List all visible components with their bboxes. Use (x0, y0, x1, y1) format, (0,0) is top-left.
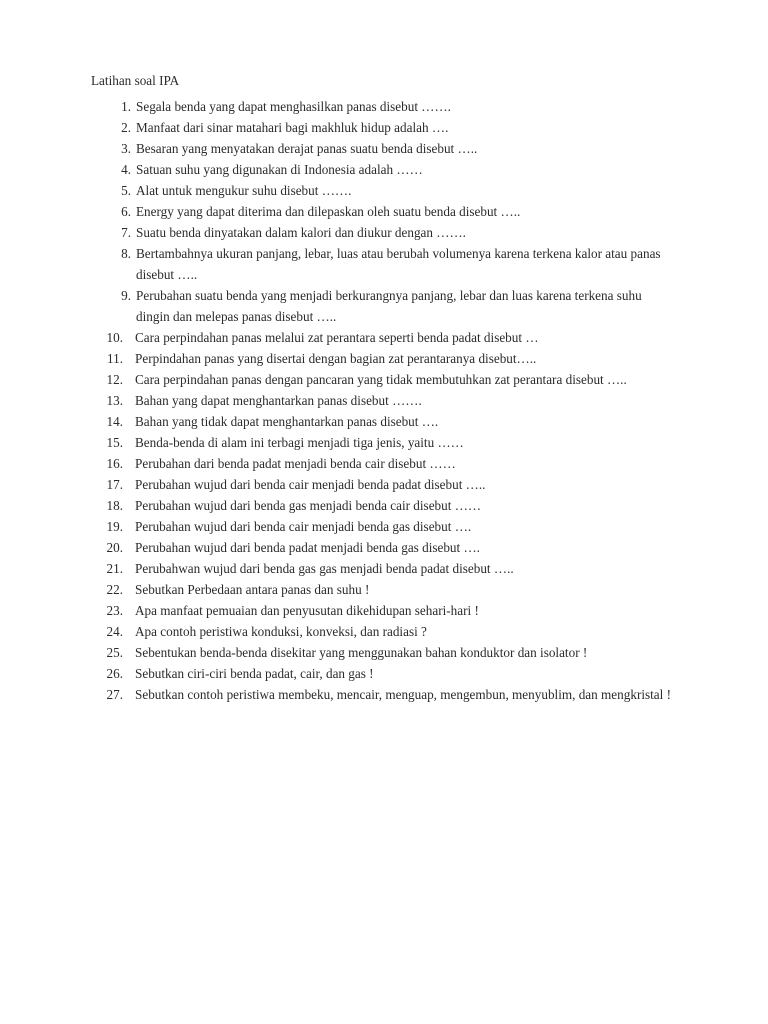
question-item (0, 159, 768, 180)
question-text: Bertambahnya ukuran panjang, lebar, luas atau berubah volumenya karena terkena kalor atau panas disebut ….. (136, 246, 661, 282)
question-item (0, 474, 768, 495)
question-item (0, 516, 768, 537)
question-text: Apa manfaat pemuaian dan penyusutan dikehidupan sehari-hari ! (135, 603, 479, 618)
question-item (0, 201, 768, 222)
question-number: 10. (106, 330, 123, 345)
question-item (0, 558, 768, 579)
question-text: Sebutkan Perbedaan antara panas dan suhu ! (135, 582, 370, 597)
question-item (0, 642, 768, 663)
question-text: Manfaat dari sinar matahari bagi makhluk hidup adalah …. (136, 120, 449, 135)
question-number: 2. (121, 120, 131, 135)
question-text: Suatu benda dinyatakan dalam kalori dan diukur dengan ……. (136, 225, 466, 240)
question-text: Sebutkan contoh peristiwa membeku, mencair, menguap, mengembun, menyublim, dan mengkristal ! (135, 687, 671, 702)
question-item (0, 432, 768, 453)
question-text: Sebentukan benda-benda disekitar yang menggunakan bahan konduktor dan isolator ! (135, 645, 588, 660)
question-item (0, 222, 768, 243)
question-number: 22. (106, 582, 123, 597)
question-number: 18. (106, 498, 123, 513)
question-list (0, 96, 768, 705)
question-item (0, 663, 768, 684)
question-text: Apa contoh peristiwa konduksi, konveksi, dan radiasi ? (135, 624, 427, 639)
question-number: 24. (106, 624, 123, 639)
question-number: 6. (121, 204, 131, 219)
question-item (0, 180, 768, 201)
question-item (0, 243, 768, 285)
question-number: 25. (106, 645, 123, 660)
question-text: Satuan suhu yang digunakan di Indonesia adalah …… (136, 162, 423, 177)
question-item (0, 579, 768, 600)
question-item (0, 138, 768, 159)
question-text: Perubahan wujud dari benda padat menjadi benda gas disebut …. (135, 540, 480, 555)
question-text: Alat untuk mengukur suhu disebut ……. (136, 183, 352, 198)
question-item (0, 537, 768, 558)
question-item (0, 495, 768, 516)
question-item (0, 285, 768, 327)
question-number: 14. (106, 414, 123, 429)
question-number: 12. (106, 372, 123, 387)
question-number: 15. (106, 435, 123, 450)
question-item (0, 327, 768, 348)
question-item (0, 390, 768, 411)
question-item (0, 369, 768, 390)
question-number: 1. (121, 99, 131, 114)
question-number: 21. (106, 561, 123, 576)
question-item (0, 96, 768, 117)
question-number: 27. (106, 687, 123, 702)
question-number: 20. (106, 540, 123, 555)
question-text: Energy yang dapat diterima dan dilepaskan oleh suatu benda disebut ….. (136, 204, 521, 219)
question-item (0, 684, 768, 705)
question-text: Perubahan suatu benda yang menjadi berkurangnya panjang, lebar dan luas karena terkena suhu dingin dan melepas panas disebut ….. (136, 288, 642, 324)
question-number: 19. (106, 519, 123, 534)
question-number: 17. (106, 477, 123, 492)
question-text: Segala benda yang dapat menghasilkan panas disebut ……. (136, 99, 451, 114)
question-number: 9. (121, 288, 131, 303)
question-item (0, 411, 768, 432)
question-number: 26. (106, 666, 123, 681)
question-text: Perubahan wujud dari benda cair menjadi benda gas disebut …. (135, 519, 472, 534)
question-number: 4. (121, 162, 131, 177)
question-text: Perubahwan wujud dari benda gas gas menjadi benda padat disebut ….. (135, 561, 514, 576)
question-number: 5. (121, 183, 131, 198)
question-text: Benda-benda di alam ini terbagi menjadi tiga jenis, yaitu …… (135, 435, 464, 450)
question-text: Bahan yang tidak dapat menghantarkan panas disebut …. (135, 414, 439, 429)
question-text: Perpindahan panas yang disertai dengan bagian zat perantaranya disebut….. (135, 351, 537, 366)
question-number: 7. (121, 225, 131, 240)
document-title: Latihan soal IPA (91, 73, 180, 88)
question-text: Sebutkan ciri-ciri benda padat, cair, dan gas ! (135, 666, 374, 681)
question-item (0, 117, 768, 138)
question-text: Bahan yang dapat menghantarkan panas disebut ……. (135, 393, 422, 408)
question-text: Perubahan wujud dari benda cair menjadi benda padat disebut ….. (135, 477, 486, 492)
question-text: Cara perpindahan panas dengan pancaran yang tidak membutuhkan zat perantara disebut ….. (135, 372, 627, 387)
question-text: Perubahan dari benda padat menjadi benda cair disebut …… (135, 456, 456, 471)
question-number: 8. (121, 246, 131, 261)
question-number: 16. (106, 456, 123, 471)
question-item (0, 453, 768, 474)
question-number: 11. (107, 351, 123, 366)
question-item (0, 348, 768, 369)
question-number: 13. (106, 393, 123, 408)
question-item (0, 600, 768, 621)
question-number: 3. (121, 141, 131, 156)
question-text: Perubahan wujud dari benda gas menjadi benda cair disebut …… (135, 498, 482, 513)
question-number: 23. (106, 603, 123, 618)
question-text: Cara perpindahan panas melalui zat perantara seperti benda padat disebut … (135, 330, 539, 345)
question-text: Besaran yang menyatakan derajat panas suatu benda disebut ….. (136, 141, 478, 156)
question-item (0, 621, 768, 642)
